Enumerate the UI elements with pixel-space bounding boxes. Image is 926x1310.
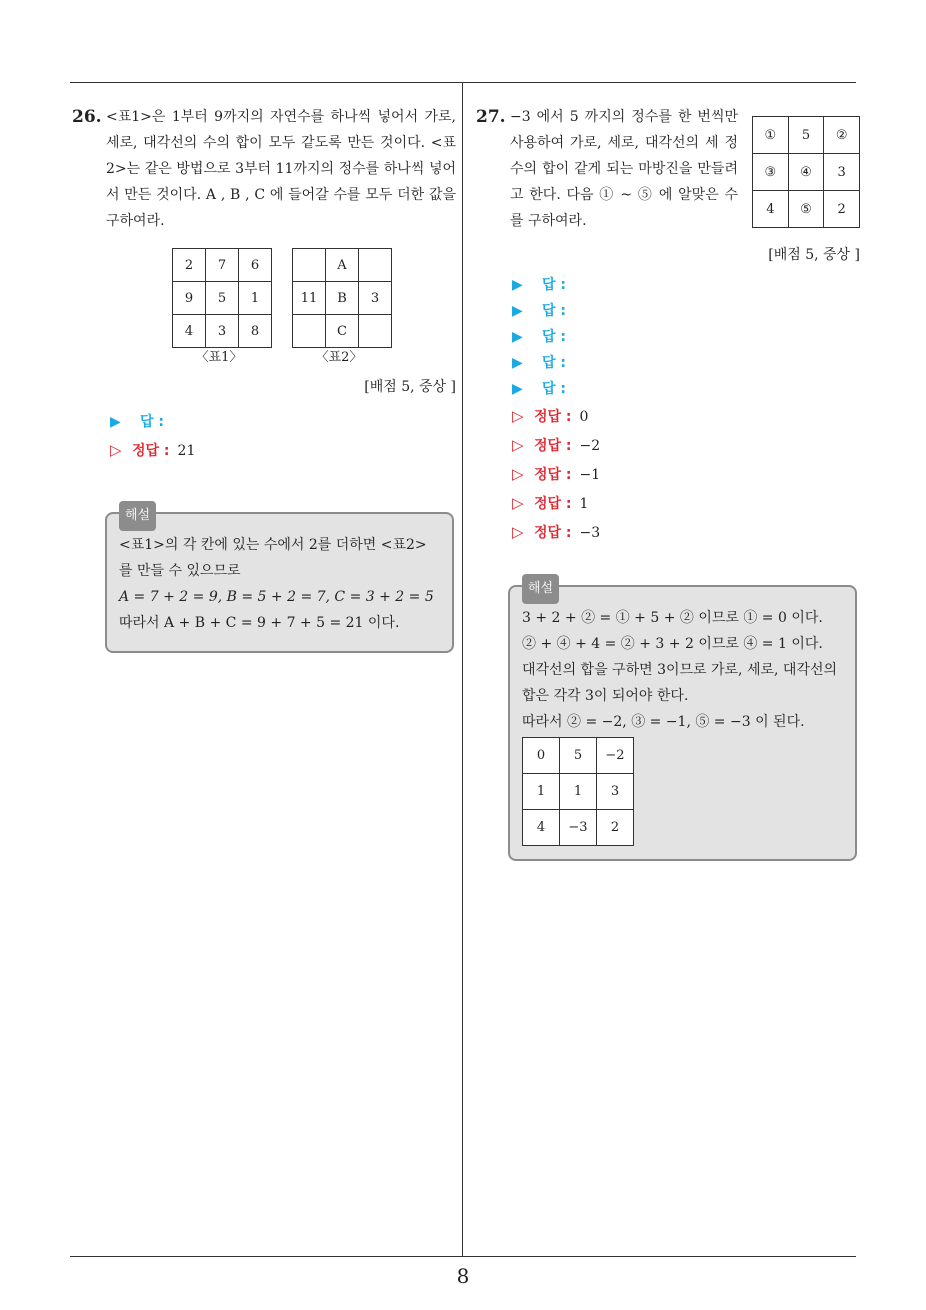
table-cell: 2 (597, 810, 634, 846)
magic-square-grid (752, 116, 860, 228)
question-26 (72, 104, 456, 465)
table-cell: B (326, 282, 359, 315)
table-cell (293, 249, 326, 282)
table-cell: 1 (523, 774, 560, 810)
outline-arrow-icon: ▷ (512, 494, 524, 512)
correct-answer-line (512, 431, 860, 460)
answer-line (512, 376, 860, 402)
correct-label: 정답 : (534, 438, 572, 454)
table-cell: ⑤ (788, 191, 824, 228)
correct-answer-line (512, 402, 860, 431)
correct-value: 21 (177, 443, 196, 459)
table-cell: ① (753, 117, 789, 154)
play-arrow-icon: ▶ (512, 381, 523, 397)
table-cell: 3 (597, 774, 634, 810)
table-1-caption: 〈표1〉 (195, 350, 243, 365)
table-cell: 3 (359, 282, 392, 315)
correct-answer-line (512, 518, 860, 547)
correct-label: 정답 : (132, 443, 170, 459)
table-cell: 4 (753, 191, 789, 228)
answer-area (110, 408, 456, 465)
table-cell: −3 (560, 810, 597, 846)
top-rule (70, 82, 856, 83)
play-arrow-icon: ▶ (110, 414, 121, 430)
outline-arrow-icon: ▷ (110, 441, 122, 459)
correct-value: 1 (579, 496, 589, 512)
table-cell: C (326, 315, 359, 348)
table-cell (359, 249, 392, 282)
answer-label: 답 : (140, 414, 164, 430)
answer-line (110, 408, 456, 436)
answer-label: 답 : (542, 329, 566, 345)
table-cell: 5 (206, 282, 239, 315)
question-text: <표1>은 1부터 9까지의 자연수를 하나씩 넣어서 가로, 세로, 대각선의 수의 합이 모두 같도록 만든 것이다. <표2>는 같은 방법으로 3부터 11까지의 정수를 하나씩 넣어서 만든 것이다. A , B , C 에 들어갈 수를 모두 더한 값을 구하여라. (106, 109, 456, 229)
outline-arrow-icon: ▷ (512, 436, 524, 454)
score-label: [배점 5, 중상 ] (364, 379, 456, 395)
explanation-tag: 해설 (522, 574, 559, 604)
table-cell: ② (824, 117, 860, 154)
outline-arrow-icon: ▷ (512, 407, 524, 425)
question-text: −3 에서 5 까지의 정수를 한 번씩만 사용하여 가로, 세로, 대각선의 세 정수의 합이 같게 되는 마방진을 만들려고 한다. 다음 ① ~ ⑤ 에 알맞은 수를 구하여라. (510, 109, 738, 229)
explanation-line: ② + ④ + 4 = ② + 3 + 2 이므로 ④ = 1 이다. (522, 636, 823, 652)
explanation-line: 따라서 ② = −2, ③ = −1, ⑤ = −3 이 된다. (522, 714, 805, 730)
play-arrow-icon: ▶ (512, 303, 523, 319)
table-cell: 6 (239, 249, 272, 282)
question-27 (476, 104, 860, 547)
answer-line (512, 298, 860, 324)
page-number: 8 (456, 1264, 470, 1288)
table-cell: 0 (523, 738, 560, 774)
score-label: [배점 5, 중상 ] (768, 247, 860, 263)
correct-answer-line (110, 436, 456, 465)
question-number: 26. (72, 107, 102, 127)
correct-label: 정답 : (534, 409, 572, 425)
table-cell: 3 (206, 315, 239, 348)
table-cell (293, 315, 326, 348)
explanation-box-26 (105, 508, 454, 653)
table-cell: 11 (293, 282, 326, 315)
answer-line (512, 324, 860, 350)
play-arrow-icon: ▶ (512, 355, 523, 371)
correct-label: 정답 : (534, 525, 572, 541)
explanation-line: <표1>의 각 칸에 있는 수에서 2를 더하면 <표2>를 만들 수 있으므로 (119, 537, 427, 579)
answer-area (512, 272, 860, 547)
bottom-rule (70, 1256, 856, 1257)
explanation-tag: 해설 (119, 501, 156, 531)
explanation-line: 따라서 A + B + C = 9 + 7 + 5 = 21 이다. (119, 615, 400, 631)
table-cell: 7 (206, 249, 239, 282)
answer-line (512, 272, 860, 298)
table-2-caption: 〈표2〉 (315, 350, 363, 365)
explanation-box-27 (508, 581, 857, 861)
table-cell: −2 (597, 738, 634, 774)
table-cell: 2 (824, 191, 860, 228)
table-cell: 5 (560, 738, 597, 774)
correct-value: −1 (579, 467, 601, 483)
explanation-table (522, 737, 634, 846)
play-arrow-icon: ▶ (512, 329, 523, 345)
table-cell: 5 (788, 117, 824, 154)
correct-answer-line (512, 460, 860, 489)
correct-answer-line (512, 489, 860, 518)
table-cell: 1 (560, 774, 597, 810)
answer-label: 답 : (542, 303, 566, 319)
explanation-line: A = 7 + 2 = 9, B = 5 + 2 = 7, C = 3 + 2 = 5 (119, 589, 434, 605)
answer-label: 답 : (542, 277, 566, 293)
table-cell: 4 (523, 810, 560, 846)
correct-label: 정답 : (534, 496, 572, 512)
explanation-line: 대각선의 합을 구하면 3이므로 가로, 세로, 대각선의 합은 각각 3이 되어야 한다. (522, 662, 837, 704)
correct-value: −3 (579, 525, 601, 541)
table-cell: 4 (173, 315, 206, 348)
table-1 (172, 248, 272, 348)
correct-value: 0 (579, 409, 589, 425)
explanation-line: 3 + 2 + ② = ① + 5 + ② 이므로 ① = 0 이다. (522, 610, 823, 626)
question-number: 27. (476, 107, 506, 127)
correct-value: −2 (579, 438, 601, 454)
table-cell: 2 (173, 249, 206, 282)
magic-square-tables (72, 248, 456, 368)
table-cell: ④ (788, 154, 824, 191)
table-cell: A (326, 249, 359, 282)
table-2 (292, 248, 392, 348)
table-cell: 3 (824, 154, 860, 191)
outline-arrow-icon: ▷ (512, 523, 524, 541)
table-cell: ③ (753, 154, 789, 191)
table-cell (359, 315, 392, 348)
outline-arrow-icon: ▷ (512, 465, 524, 483)
table-cell: 1 (239, 282, 272, 315)
correct-label: 정답 : (534, 467, 572, 483)
table-cell: 8 (239, 315, 272, 348)
answer-line (512, 350, 860, 376)
answer-label: 답 : (542, 355, 566, 371)
column-divider (462, 82, 463, 1256)
play-arrow-icon: ▶ (512, 277, 523, 293)
table-cell: 9 (173, 282, 206, 315)
answer-label: 답 : (542, 381, 566, 397)
